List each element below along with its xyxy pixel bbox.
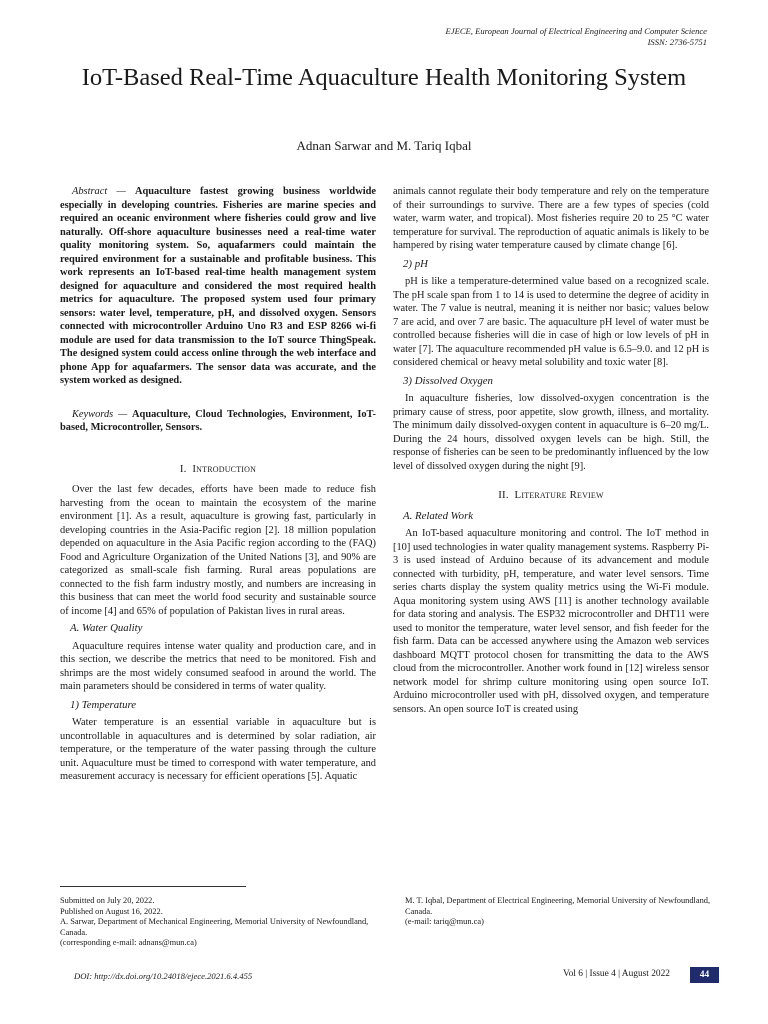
- keywords-label: Keywords —: [72, 408, 128, 420]
- ph-paragraph: pH is like a temperature-determined value based on a recognized scale. The pH scale span from 1 to 14 is used to determine the degree of acidity in water. The 7 value is neutral, meaning it is neither nor basic; values below 7 are acid, and over 7 are basic. The aquaculture pH level of water must be controlled because fisheries will die in case of high or low levels of pH in water [7]. The aquaculture recommended pH value is 6.5–9.0. and 12 pH is considered chemical or heavy metal solubility and toxic water [8].: [393, 276, 709, 368]
- section-heading-literature-review: [393, 489, 709, 503]
- footnote-divider: [60, 886, 246, 887]
- section-number: II.: [498, 489, 509, 501]
- right-column: [393, 185, 709, 716]
- footnote-line: (e-mail: tariq@mun.ca): [405, 917, 484, 926]
- section-heading-introduction: [60, 463, 376, 477]
- section-title: Literature Review: [514, 489, 604, 501]
- footnote-line: Published on August 16, 2022.: [60, 906, 163, 916]
- journal-name: EJECE, European Journal of Electrical Engineering and Computer Science: [445, 26, 707, 36]
- journal-header: [446, 26, 708, 48]
- doi-link[interactable]: DOI: http://dx.doi.org/10.24018/ejece.2021.6.4.455: [74, 971, 253, 981]
- subsubsection-heading-dissolved-oxygen: 3) Dissolved Oxygen: [403, 374, 493, 387]
- subsection-heading-related-work: A. Related Work: [403, 509, 474, 522]
- water-quality-paragraph: Aquaculture requires intense water quality and production care, and in this section, we describe the metrics that need to be monitored. Fish and shrimps are the most widely consumed seafood in around the world. The main parameters should be considered in terms of water quality.: [60, 640, 376, 692]
- paper-title: IoT-Based Real-Time Aquaculture Health Monitoring System: [81, 64, 687, 91]
- footnote-line: Submitted on July 20, 2022.: [60, 896, 155, 905]
- temperature-paragraph-continued: animals cannot regulate their body temperature and rely on the temperature of their surroundings to survive. There are a few types of species (cold water, warm water, and tropical). Most fisheries require 20 to 25 °C water temperature for survival. The reproduction of aquatic animals is likely to be hampered by rising water temperature caused by climate change [6].: [393, 186, 709, 251]
- footnotes-left: [60, 896, 376, 949]
- footnotes-right: [405, 896, 715, 928]
- subsubsection-heading-ph: 2) pH: [403, 257, 428, 270]
- footnote-line: A. Sarwar, Department of Mechanical Engineering, Memorial University of Newfoundland, Canada.: [60, 917, 369, 937]
- keywords-text: Aquaculture, Cloud Technologies, Environment, IoT-based, Microcontroller, Sensors.: [60, 408, 376, 433]
- related-work-paragraph: An IoT-based aquaculture monitoring and control. The IoT method in [10] used technologies in water quality management systems. Raspberry Pi-3 is used instead of Arduino because of its advancement and module connected with turbidity, pH, temperature, and water level sensors. Time series charts display the system quality metrics using the Wi-Fi module. Aqua monitoring system using AWS [11] is another technology available for data storing and analysis. The ESP32 microcontroller and DHT11 were used to monitor the temperature, water level sensor, and fish feeder for the fish farm. Data can be accessed anywhere using the Amazon web services dashboard MQTT protocol chosen for transmitting the data to the AWS cloud from the microcontroller. Another work found in [12] wireless sensor network model for shrimp culture monitoring using open source IoT. Arduino microcontroller used with pH, dissolved oxygen, and temperature sensors. An open source IoT is created using: [393, 528, 709, 715]
- dissolved-oxygen-paragraph: In aquaculture fisheries, low dissolved-oxygen concentration is the primary cause of stress, poor appetite, slow growth, illness, and mortality. The minimum daily dissolved-oxygen content in aquaculture is 6–20 mg/L. During the 24 hours, dissolved oxygen levels can be high. Still, the response of fisheries can be seen to be predominantly influenced by the low level of dissolved oxygen during the night [9].: [393, 393, 709, 472]
- section-number: I.: [179, 462, 187, 475]
- footnote-line: M. T. Iqbal, Department of Electrical Engineering, Memorial University of Newfoundland, Canada.: [405, 896, 711, 916]
- page-number-badge: 44: [690, 967, 719, 983]
- journal-issn: ISSN: 2736-5751: [647, 37, 707, 47]
- subsection-heading-water-quality: A. Water Quality: [70, 622, 143, 634]
- section-title: Introduction: [192, 462, 257, 475]
- issue-info: Vol 6 | Issue 4 | August 2022: [563, 969, 670, 979]
- abstract-text: Aquaculture fastest growing business worldwide especially in developing countries. Fisheries are marine species and required an oceanic environment where fisheries could grow and live naturally. Off-shore aquaculture businesses need a real-time water quality monitoring system. So, aquafarmers could maintain the required environment for a sustainable and profitable business. This work represents an IoT-based real-time health management system designed for aquaculture and considered the most required health metrics for aquaculture. The proposed system used four primary sensors: water level, temperature, pH, and dissolved oxygen. Sensors connected with microcontroller Arduino Uno R3 and ESP 8266 wi-fi module are used for data transmission to the IoT source ThingSpeak. The designed system could access online through the web interface and phone App for aquafarmers. The sensor data was accurate, and the system worked as designed.: [60, 186, 376, 386]
- subsubsection-heading-temperature: 1) Temperature: [70, 698, 137, 711]
- authors: Adnan Sarwar and M. Tariq Iqbal: [296, 138, 472, 153]
- temperature-paragraph: Water temperature is an essential variable in aquaculture but is uncontrollable in aquacultures and is determined by solar radiation, air temperature, or the temperature of the water passing through the culture unit. Aquaculture must be timed to correspond with water temperature, and measurement accuracy is necessary for efficient operations [5]. Aquatic: [60, 717, 376, 782]
- footnote-line: (corresponding e-mail: adnans@mun.ca): [60, 938, 197, 947]
- keywords: [60, 408, 376, 435]
- left-column: [60, 185, 376, 784]
- introduction-paragraph: Over the last few decades, efforts have been made to reduce fish harvesting from the ocean to maintain the ecosystem of the marine environment [1]. As a result, aquaculture is growing fast, particularly in developing countries in the Asia-Pacific region [2]. 18 million population depended on aquaculture in the Asia Pacific region according to the (FAQ) Food and Agriculture Organization of the United Nations [3], and 90% are categorized as small-scale fish farming. Rural areas populations are connected to the fish farm industry mostly, and numbers are increasing in this business that can meet the world food security and sustainable source of income [4] and 65% of population of Pakistan lives in rural areas.: [60, 484, 376, 617]
- abstract-label: Abstract —: [72, 186, 126, 197]
- abstract: [60, 185, 376, 388]
